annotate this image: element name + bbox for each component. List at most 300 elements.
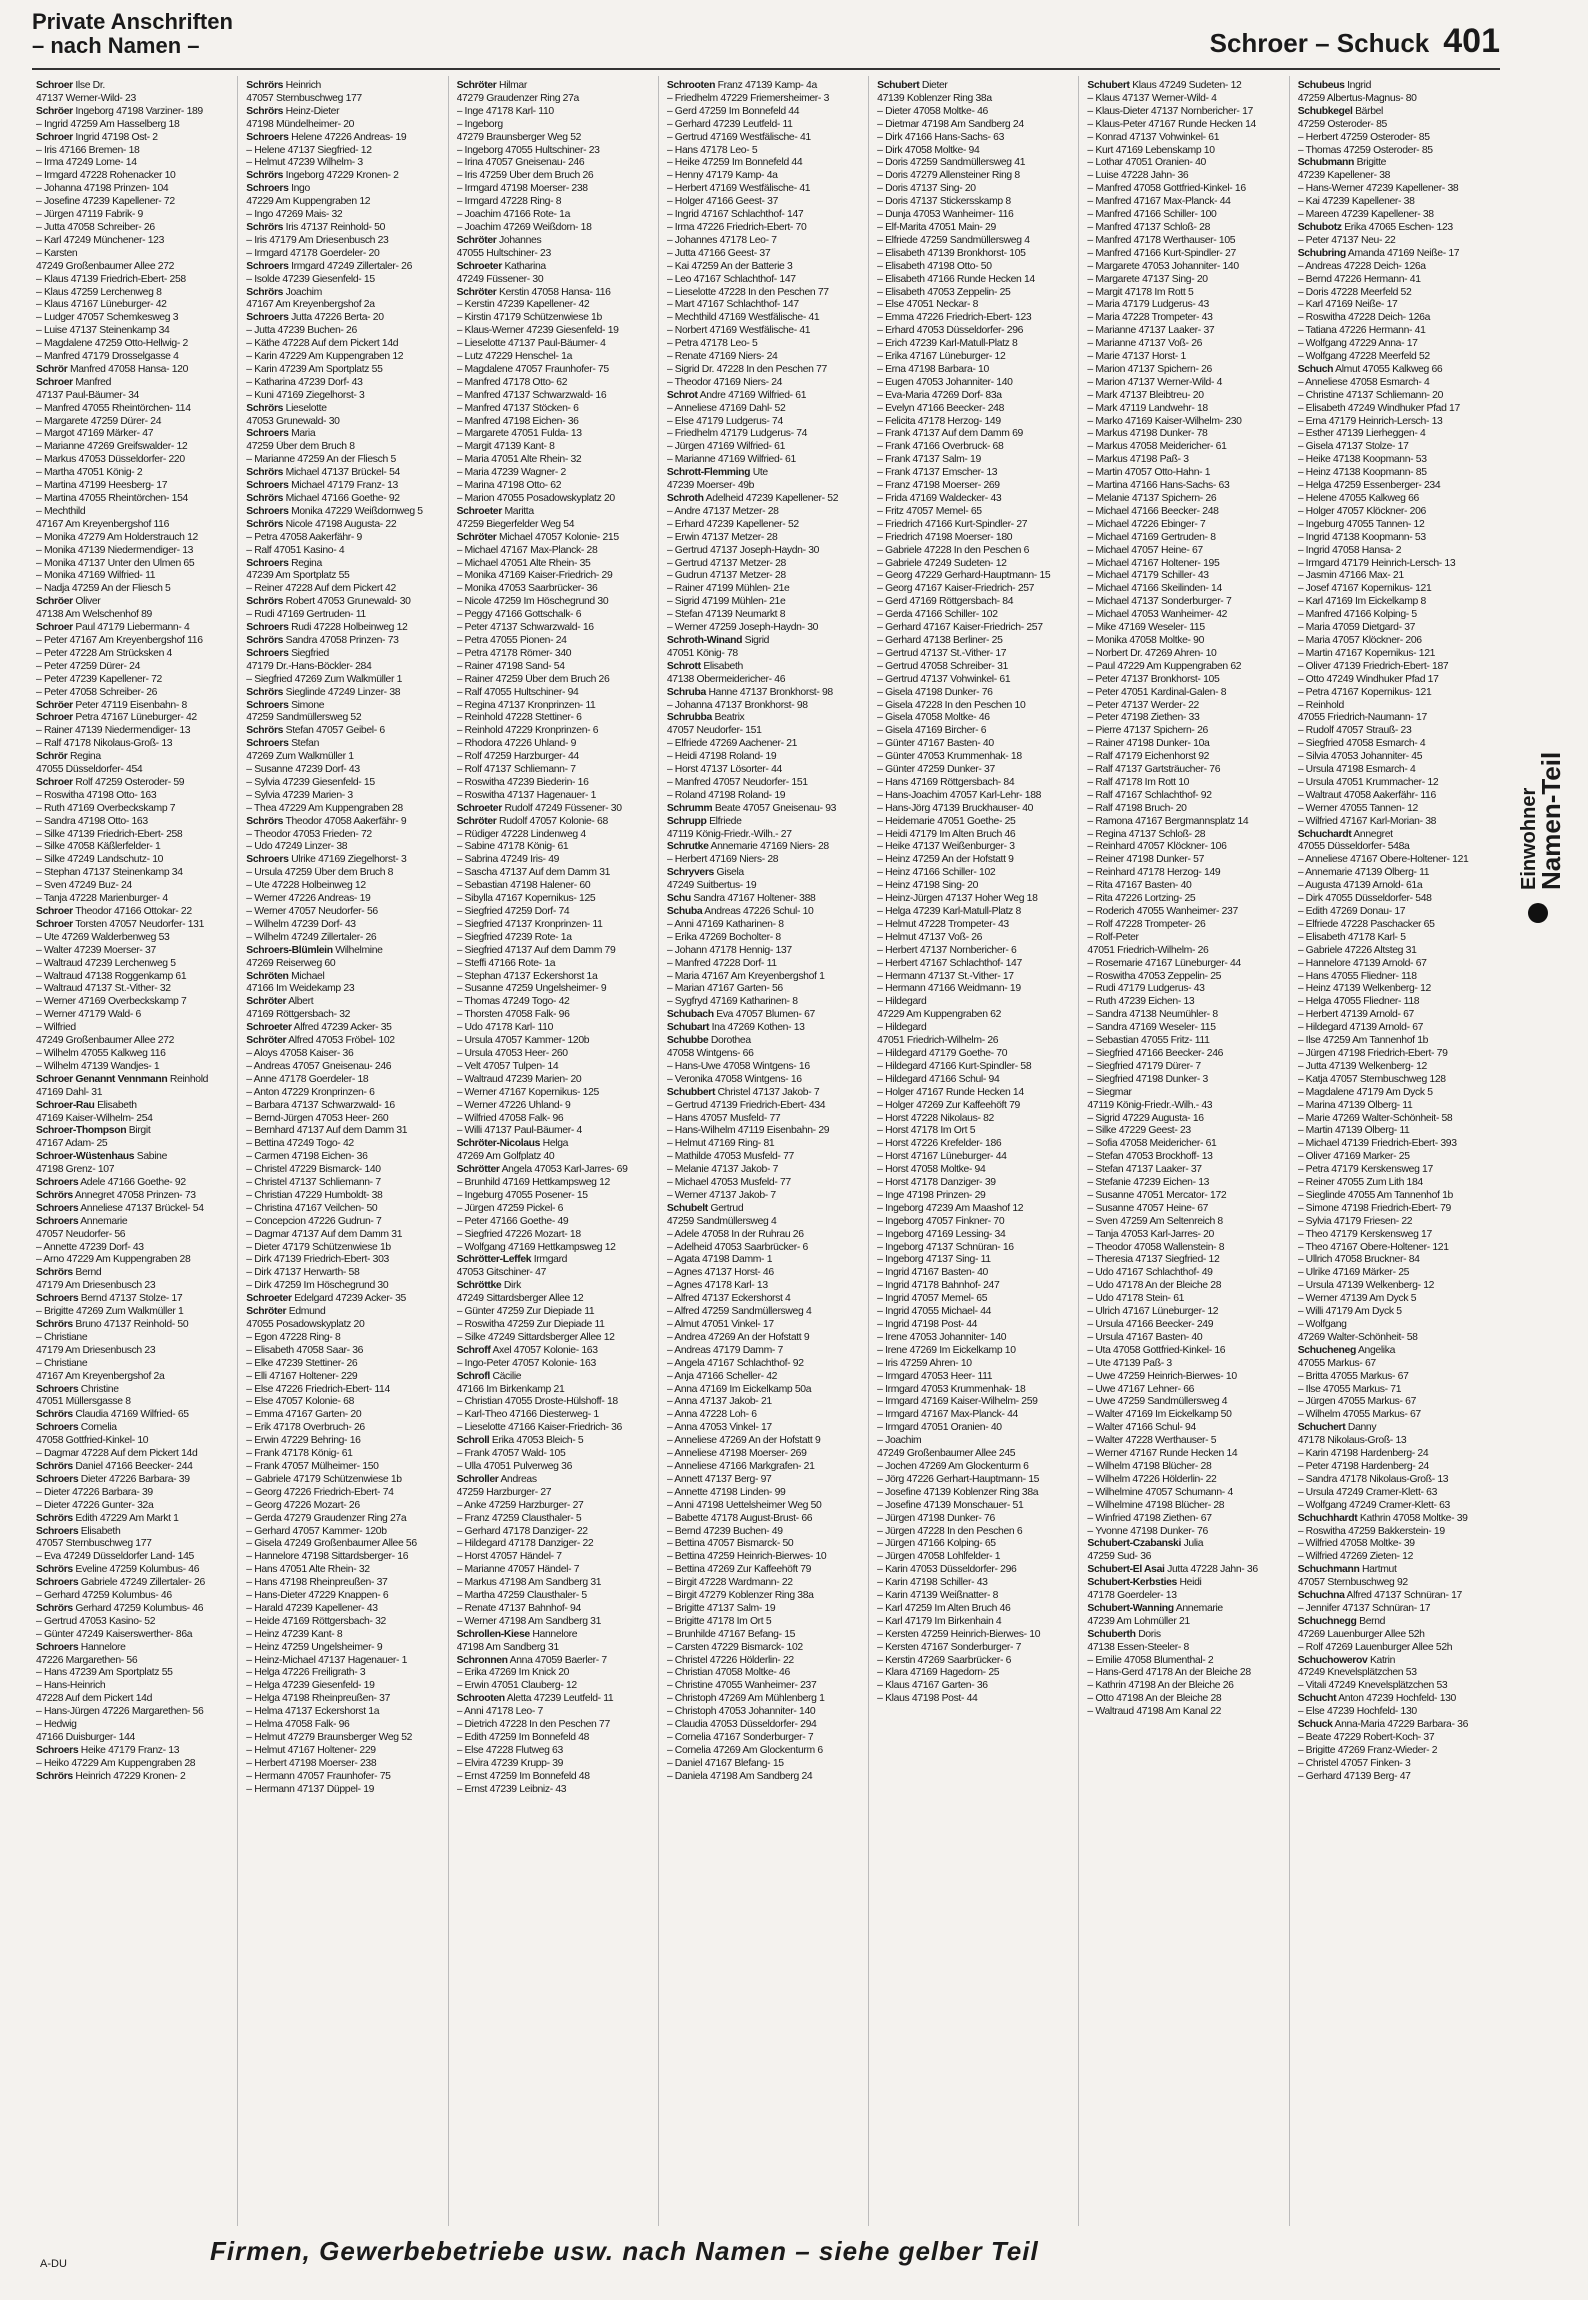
entry-details: – Herbert 47167 Schlachthof- 147 [877, 957, 1022, 969]
entry-details: Ilse Dr. [75, 80, 105, 91]
entry-surname: Schrötter-Leffek [456, 1254, 532, 1266]
directory-entry [36, 416, 233, 429]
entry-details: – Heide 47169 Röttgersbach- 32 [246, 1615, 386, 1627]
entry-details: Annemarie [1175, 1602, 1223, 1614]
directory-entry [1087, 274, 1284, 287]
entry-details: – Martina 47055 Rheintörchen- 154 [36, 493, 188, 504]
entry-details: – Almut 47051 Vinkel- 17 [666, 1319, 774, 1330]
entry-details: – Karin 47198 Schiller- 43 [877, 1577, 988, 1589]
entry-details: – Melanie 47137 Jakob- 7 [666, 1164, 779, 1176]
entry-details: – Karl 47169 Im Eickelkamp 8 [1297, 596, 1426, 608]
page-number: 401 [1443, 22, 1500, 60]
directory-entry [1298, 790, 1496, 803]
directory-entry [667, 480, 864, 493]
entry-details: 47057 Sternbuschweg 92 [1297, 1577, 1408, 1589]
entry-details: – Doris 47279 Allensteiner Ring 8 [877, 170, 1020, 182]
entry-details: – Helma 47058 Falk- 96 [246, 1719, 350, 1731]
entry-surname: Schröer [36, 105, 73, 117]
entry-surname: Schrörs [246, 80, 284, 91]
entry-details: – Frank 47057 Mülheimer- 150 [246, 1460, 379, 1472]
entry-details: – Marianne 47057 Händel- 7 [456, 1564, 580, 1576]
entry-details: – Gerhard 47239 Leutfeld- 11 [666, 118, 793, 130]
entry-details: Annegret [1353, 828, 1393, 840]
directory-entry [246, 132, 443, 145]
entry-details: – Bernd 47226 Hermann- 41 [1297, 273, 1421, 285]
directory-entry [1298, 287, 1496, 300]
directory-entry [1087, 196, 1284, 209]
directory-entry [36, 1629, 233, 1642]
entry-details: – Rainer 47198 Sand- 54 [456, 660, 565, 672]
entry-details: – Michael 47166 Beecker- 248 [1087, 505, 1219, 517]
entry-details: – Wilhelm 47226 Hölderlin- 22 [1087, 1473, 1217, 1485]
entry-details: – Hans 47055 Fliedner- 118 [1297, 970, 1417, 982]
entry-details: – Klaus-Peter 47167 Runde Hecken 14 [1087, 118, 1256, 130]
entry-details: – Friedhelm 47229 Friemersheimer- 3 [666, 92, 829, 104]
directory-entry [1087, 596, 1284, 609]
entry-details: – Sven 47249 Buz- 24 [36, 880, 132, 892]
directory-entry [246, 1332, 443, 1345]
directory-entry [877, 493, 1074, 506]
directory-entry [457, 1758, 654, 1771]
entry-details: – Hedwig [36, 1719, 77, 1731]
entry-details: – Peter 47137 Werder- 22 [1087, 699, 1199, 711]
directory-entry [1087, 1693, 1284, 1706]
directory-entry [667, 1680, 864, 1693]
directory-entry [36, 983, 233, 996]
entry-details: – Anneliese 47198 Moerser- 269 [666, 1448, 807, 1460]
entry-details: – Manfred 47167 Max-Planck- 44 [1087, 196, 1231, 208]
entry-details: – Karl 47249 Münchener- 123 [36, 234, 165, 246]
directory-entry [457, 790, 654, 803]
entry-details: Christel 47137 Jakob- 7 [717, 1086, 820, 1098]
directory-entry [877, 583, 1074, 596]
entry-details: – Margot 47169 Märker- 47 [36, 428, 154, 440]
directory-entry [246, 1629, 443, 1642]
directory-entry [1087, 1603, 1284, 1616]
entry-details: – Marion 47055 Posadowskyplatz 20 [456, 493, 615, 504]
entry-surname: Schruba [666, 686, 706, 698]
directory-entry [1298, 235, 1496, 248]
directory-entry [36, 1113, 233, 1126]
directory-entry [1087, 1667, 1284, 1680]
directory-entry [246, 1113, 443, 1126]
directory-entry [457, 428, 654, 441]
entry-details: – Kai 47239 Kapellener- 38 [1297, 196, 1415, 208]
entry-details: – Peter 47137 Neu- 22 [1297, 234, 1396, 246]
entry-details: – Holger 47167 Runde Hecken 14 [877, 1086, 1024, 1098]
entry-details: – Rita 47226 Lortzing- 25 [1087, 893, 1196, 905]
entry-details: – Ingrid 47198 Post- 44 [877, 1319, 978, 1330]
directory-entry [457, 1551, 654, 1564]
entry-surname: Schroers [246, 505, 289, 517]
entry-details: Paul 47179 Liebermann- 4 [75, 622, 190, 634]
entry-details: – Siegmar [1087, 1086, 1132, 1098]
entry-details: – Klaus 47167 Garten- 36 [877, 1680, 988, 1692]
directory-entry [1298, 1280, 1496, 1293]
entry-details: Rolf 47259 Osteroder- 59 [75, 776, 185, 788]
entry-details: – Wolfgang 47249 Cramer-Klett- 63 [1297, 1499, 1450, 1511]
entry-details: Edelgard 47239 Acker- 35 [294, 1293, 406, 1305]
entry-details: – Ursula 47166 Beecker- 249 [1087, 1319, 1214, 1330]
directory-entry [1298, 1009, 1496, 1022]
directory-entry [457, 829, 654, 842]
directory-entry [36, 1590, 233, 1603]
entry-details: – Maria 47179 Ludgerus- 43 [1087, 299, 1209, 311]
directory-entry [246, 971, 443, 984]
entry-details: – Ingeborg 47057 Finkner- 70 [877, 1215, 1005, 1227]
entry-surname: Schryvers [666, 867, 714, 879]
directory-entry [877, 803, 1074, 816]
directory-entry [246, 1009, 443, 1022]
entry-details: – Dagmar 47137 Auf dem Damm 31 [246, 1228, 403, 1240]
directory-entry [36, 454, 233, 467]
directory-entry [877, 1267, 1074, 1280]
directory-entry [457, 480, 654, 493]
entry-details: 47138 Obermeidericher- 46 [666, 673, 786, 685]
directory-entry [667, 1655, 864, 1668]
directory-entry [36, 1693, 233, 1706]
entry-details: – Ingrid 47178 Bahnhof- 247 [877, 1280, 1000, 1292]
entry-details: – Wilfried 47167 Karl-Morian- 38 [1297, 815, 1437, 827]
entry-details: Edmund [288, 1306, 326, 1318]
directory-entry [1298, 841, 1496, 854]
entry-details: – Concepcion 47226 Gudrun- 7 [246, 1215, 382, 1227]
directory-entry [1087, 971, 1284, 984]
entry-details: – Petra 47178 Römer- 340 [456, 647, 572, 659]
directory-entry [1298, 1396, 1496, 1409]
directory-entry [667, 764, 864, 777]
directory-entry [1087, 700, 1284, 713]
directory-entry [1298, 545, 1496, 558]
directory-entry [1087, 467, 1284, 480]
entry-details: – Felicita 47178 Herzog- 149 [877, 415, 1001, 427]
entry-details: – Klaus-Werner 47239 Giesenfeld- 19 [456, 325, 619, 337]
entry-details: – Rosemarie 47167 Lüneburger- 44 [1087, 957, 1241, 969]
directory-entry [667, 274, 864, 287]
directory-entry [1298, 1035, 1496, 1048]
entry-details: Gertrud [710, 1202, 744, 1214]
entry-details: – Maria 47239 Wagner- 2 [456, 467, 566, 479]
directory-entry [667, 1267, 864, 1280]
entry-details: – Jürgen 47198 Dunker- 76 [877, 1512, 995, 1524]
directory-entry [36, 532, 233, 545]
entry-details: – Hans 47178 Leo- 5 [666, 144, 758, 156]
entry-details: – Horst 47167 Lüneburger- 44 [877, 1151, 1007, 1163]
entry-details: Gerhard 47259 Kolumbus- 46 [75, 1602, 204, 1614]
directory-entry [457, 983, 654, 996]
entry-surname: Schröter [456, 80, 497, 91]
entry-details: Heidi [1179, 1577, 1202, 1589]
directory-entry [877, 1422, 1074, 1435]
entry-details: Anneliese 47137 Brückel- 54 [80, 1202, 204, 1214]
directory-entry [877, 1564, 1074, 1577]
directory-entry [667, 1138, 864, 1151]
entry-surname: Schrofl [456, 1370, 490, 1382]
directory-entry [1087, 829, 1284, 842]
directory-entry [36, 1667, 233, 1680]
directory-entry [457, 1667, 654, 1680]
directory-entry [667, 983, 864, 996]
entry-details: 47169 Röttgersbach- 32 [246, 1009, 351, 1021]
entry-details: – Herbert 47137 Nornbericher- 6 [877, 944, 1017, 956]
entry-details: – Irene 47053 Johanniter- 140 [877, 1331, 1007, 1343]
entry-details: – Gerda 47279 Graudenzer Ring 27a [246, 1512, 407, 1524]
directory-entry [36, 1758, 233, 1771]
entry-details: – Siegfried 47198 Dunker- 3 [1087, 1073, 1208, 1085]
entry-details: – Manfred 47166 Schiller- 100 [1087, 209, 1217, 221]
directory-entry [1298, 209, 1496, 222]
directory-entry [1298, 1371, 1496, 1384]
directory-entry [246, 1151, 443, 1164]
directory-entry [1298, 1642, 1496, 1655]
directory-entry [36, 958, 233, 971]
entry-details: – Pierre 47137 Spichern- 26 [1087, 725, 1208, 737]
directory-column [242, 76, 448, 2226]
entry-details: – Erik 47178 Overbruch- 26 [246, 1422, 365, 1434]
directory-entry [457, 1603, 654, 1616]
entry-details: – Wilfried 47269 Zieten- 12 [1297, 1551, 1414, 1563]
directory-entry [1087, 428, 1284, 441]
entry-surname: Schroer [36, 776, 73, 788]
directory-entry [36, 1009, 233, 1022]
directory-entry [246, 1177, 443, 1190]
entry-details: – Günter 47053 Krummenhak- 18 [877, 751, 1022, 763]
entry-details: 47259 Sud- 36 [1087, 1551, 1152, 1563]
directory-entry [1087, 1242, 1284, 1255]
directory-entry [457, 222, 654, 235]
entry-details: – Erhard 47053 Düsseldorfer- 296 [877, 325, 1024, 337]
directory-entry [1298, 1590, 1496, 1603]
directory-entry [457, 1280, 654, 1293]
entry-details: Torsten 47057 Neudorfer- 131 [75, 918, 205, 930]
entry-details: Cornelia [80, 1422, 117, 1434]
directory-entry [1087, 1371, 1284, 1384]
entry-details: – Heidi 47198 Roland- 19 [666, 751, 777, 763]
entry-details: Anton 47239 Hochfeld- 130 [1338, 1693, 1456, 1705]
directory-entry [246, 1138, 443, 1151]
entry-details: – Heinz 47139 Welkenberg- 12 [1297, 983, 1431, 995]
entry-details: – Irmgard 47051 Oranien- 40 [877, 1422, 1002, 1434]
directory-entry [457, 893, 654, 906]
entry-details: – Magdalene 47259 Otto-Hellwig- 2 [36, 338, 188, 350]
directory-entry [246, 751, 443, 764]
directory-entry [877, 1035, 1074, 1048]
directory-entry [667, 1693, 864, 1706]
directory-entry [1298, 893, 1496, 906]
entry-details: – Heinz 47198 Sing- 20 [877, 880, 979, 892]
directory-entry [246, 1564, 443, 1577]
directory-entry [246, 506, 443, 519]
directory-entry [877, 480, 1074, 493]
entry-surname: Schroer Genannt Vennmann [36, 1073, 168, 1085]
entry-details: – Gisela 47249 Großenbaumer Allee 56 [246, 1538, 417, 1550]
directory-entry [36, 1087, 233, 1100]
directory-entry [1298, 1422, 1496, 1435]
directory-entry [457, 274, 654, 287]
directory-entry [1298, 725, 1496, 738]
entry-details: – Thomas 47259 Osteroder- 85 [1297, 144, 1433, 156]
directory-entry [457, 1474, 654, 1487]
directory-entry [36, 1564, 233, 1577]
entry-details: Dorothea [710, 1035, 751, 1047]
entry-details: Claudia 47169 Wilfried- 65 [75, 1409, 189, 1421]
directory-entry [667, 1151, 864, 1164]
entry-details: – Werner 47057 Neudorfer- 56 [246, 906, 378, 917]
directory-entry [877, 248, 1074, 261]
entry-details: – Willi 47137 Paul-Bäumer- 4 [456, 1125, 582, 1137]
entry-surname: Schrörs [246, 815, 284, 827]
directory-entry [877, 403, 1074, 416]
entry-details: Dirk [503, 1280, 521, 1292]
entry-details: – Wilfried 47058 Moltke- 39 [1297, 1538, 1415, 1550]
directory-entry [1087, 725, 1284, 738]
directory-entry [877, 454, 1074, 467]
directory-entry [667, 506, 864, 519]
entry-details: 47259 Harzburger- 27 [456, 1486, 552, 1498]
entry-details: 47269 Reiserweg 60 [246, 957, 336, 969]
directory-entry [36, 1719, 233, 1732]
entry-details: – Gertrud 47137 Vohwinkel- 61 [877, 673, 1011, 685]
entry-surname: Schrörs [246, 402, 284, 414]
directory-entry [36, 803, 233, 816]
entry-details: – Johannes 47178 Leo- 7 [666, 234, 777, 246]
directory-entry [667, 609, 864, 622]
entry-details: – Rolf 47259 Harzburger- 44 [456, 751, 579, 763]
directory-entry [667, 132, 864, 145]
entry-details: Regina [291, 557, 322, 569]
entry-details: – Helga 47226 Freiligrath- 3 [246, 1667, 366, 1679]
entry-details: – Mark 47119 Landwehr- 18 [1087, 402, 1208, 414]
directory-entry [1087, 622, 1284, 635]
directory-entry [1087, 1513, 1284, 1526]
directory-entry [457, 1693, 654, 1706]
entry-details: – Manfred 47166 Kolping- 5 [1297, 609, 1417, 621]
directory-entry [457, 958, 654, 971]
entry-details: – Arno 47229 Am Kuppengraben 28 [36, 1254, 191, 1266]
entry-details: – Emma 47167 Garten- 20 [246, 1409, 362, 1421]
entry-details: – Anne 47178 Goerdeler- 18 [246, 1073, 369, 1085]
entry-surname: Schrörs [246, 493, 284, 504]
entry-details: – Uwe 47259 Sandmüllersweg 4 [1087, 1396, 1228, 1408]
directory-entry [1298, 1758, 1496, 1771]
entry-details: – Bettina 47057 Bismarck- 50 [666, 1538, 794, 1550]
directory-entry [667, 1642, 864, 1655]
entry-details: – Martina 47199 Heesberg- 17 [36, 480, 168, 492]
entry-surname: Schroers [246, 312, 289, 324]
entry-details: Annemarie [80, 1215, 128, 1227]
directory-entry [1087, 1680, 1284, 1693]
entry-surname: Schröter-Nicolaus [456, 1138, 541, 1150]
directory-entry [246, 1616, 443, 1629]
directory-entry [877, 841, 1074, 854]
directory-entry [457, 1229, 654, 1242]
entry-details: – Christian 47055 Droste-Hülshoff- 18 [456, 1396, 618, 1408]
directory-entry [877, 829, 1074, 842]
directory-entry [36, 441, 233, 454]
directory-entry [1087, 687, 1284, 700]
directory-entry [877, 1293, 1074, 1306]
directory-entry [1087, 1280, 1284, 1293]
entry-details: – Herbert 47198 Moerser- 238 [246, 1757, 377, 1769]
entry-details: 47051 Müllersgasse 8 [36, 1396, 131, 1408]
directory-entry [457, 1435, 654, 1448]
entry-surname: Schrörs [36, 1319, 73, 1330]
directory-entry [1298, 1229, 1496, 1242]
entry-details: – Rhodora 47226 Uhland- 9 [456, 738, 577, 750]
directory-entry [36, 119, 233, 132]
directory-entry [667, 751, 864, 764]
directory-entry [1087, 751, 1284, 764]
entry-details: – Agnes 47137 Horst- 46 [666, 1267, 774, 1279]
entry-surname: Schroers [36, 1744, 79, 1756]
entry-details: – Peter 47259 Dürer- 24 [36, 660, 141, 672]
directory-entry [667, 1229, 864, 1242]
directory-entry [877, 1693, 1074, 1706]
entry-details: – Roland 47198 Roland- 19 [666, 789, 786, 801]
entry-details: – Heike 47138 Koopmann- 53 [1297, 454, 1427, 466]
section-heading [32, 10, 233, 58]
entry-details: – Jutta 47166 Geest- 37 [666, 247, 771, 259]
directory-entry [1298, 570, 1496, 583]
directory-entry [246, 1125, 443, 1138]
directory-entry [246, 519, 443, 532]
entry-details: – Ludger 47057 Schemkesweg 3 [36, 312, 179, 324]
directory-entry [246, 596, 443, 609]
directory-entry [457, 454, 654, 467]
directory-entry [1298, 764, 1496, 777]
directory-entry [1298, 80, 1496, 93]
entry-details: – Erich 47239 Karl-Matull-Platz 8 [877, 338, 1018, 350]
entry-details: Alfred 47137 Schnüran- 17 [1346, 1590, 1462, 1602]
entry-details: Jutta 47228 Jahn- 36 [1167, 1564, 1258, 1576]
entry-details: – Michael 47057 Heine- 67 [1087, 544, 1203, 556]
directory-entry [1087, 1061, 1284, 1074]
directory-entry [246, 841, 443, 854]
directory-entry [36, 364, 233, 377]
directory-entry [667, 583, 864, 596]
entry-details: – Ingeborg 47169 Lessing- 34 [877, 1228, 1006, 1240]
directory-entry [36, 1229, 233, 1242]
directory-entry [246, 209, 443, 222]
directory-entry [667, 390, 864, 403]
entry-details: 47058 Gottfried-Kinkel- 10 [36, 1435, 149, 1447]
directory-entry [1298, 958, 1496, 971]
directory-entry [246, 1745, 443, 1758]
entry-details: Anna 47059 Baerler- 7 [509, 1654, 607, 1666]
directory-entry [36, 1022, 233, 1035]
directory-entry [877, 932, 1074, 945]
entry-details: – Siegfried 47166 Beecker- 246 [1087, 1047, 1224, 1059]
directory-entry [246, 609, 443, 622]
directory-entry [457, 1138, 654, 1151]
entry-details: Ingrid [1347, 80, 1372, 91]
entry-details: – Wolfgang [1297, 1319, 1347, 1330]
directory-entry [877, 622, 1074, 635]
entry-details: – Marion 47137 Spichern- 26 [1087, 363, 1212, 375]
entry-details: – Ingeborg [456, 118, 503, 130]
directory-entry [246, 854, 443, 867]
entry-details: – Johann 47178 Hennig- 137 [666, 944, 792, 956]
entry-surname: Schroer [36, 906, 73, 917]
directory-entry [246, 1371, 443, 1384]
directory-entry [457, 777, 654, 790]
entry-surname: Schröter [456, 286, 497, 298]
entry-details: – Magdalene 47179 Am Dyck 5 [1297, 1086, 1433, 1098]
directory-entry [36, 132, 233, 145]
directory-entry [1298, 751, 1496, 764]
entry-details: – Irmgard 47053 Krummenhak- 18 [877, 1383, 1026, 1395]
entry-details: – Dirk 47058 Moltke- 94 [877, 144, 980, 156]
